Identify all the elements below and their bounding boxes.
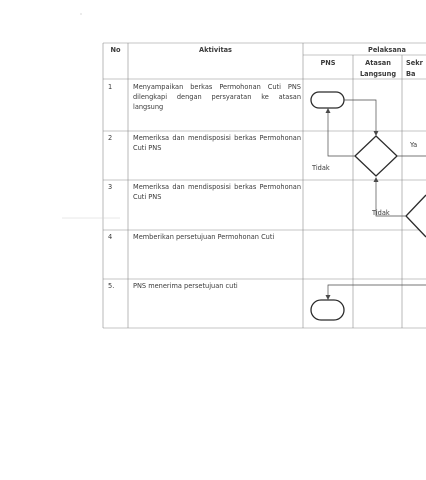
header-atasan-langsung: Atasan Langsung bbox=[359, 59, 397, 78]
row-3-activity: Memeriksa dan mendisposisi berkas Permohonan Cuti PNS bbox=[133, 183, 301, 201]
row-1-activity: Menyampaikan berkas Permohonan Cuti PNS dilengkapi dengan persyaratan ke atasan langsung bbox=[133, 83, 301, 111]
end-terminator-shape bbox=[311, 300, 344, 320]
flow-label-tidak-2: Tidak bbox=[372, 209, 390, 217]
row-1-no: 1 bbox=[108, 83, 113, 91]
row-4-activity: Memberikan persetujuan Permohonan Cuti bbox=[133, 233, 275, 241]
row-5-no: 5. bbox=[108, 282, 115, 290]
row-3-no: 3 bbox=[108, 183, 113, 191]
header-no: No bbox=[110, 46, 121, 54]
row-2-no: 2 bbox=[108, 134, 113, 142]
row-5-activity: PNS menerima persetujuan cuti bbox=[133, 282, 238, 290]
flow-label-tidak-1: Tidak bbox=[312, 164, 330, 172]
row-2-activity: Memeriksa dan mendisposisi berkas Permohonan Cuti PNS bbox=[133, 134, 301, 152]
start-terminator-shape bbox=[311, 92, 344, 108]
header-activity: Aktivitas bbox=[199, 46, 232, 54]
flow-label-ya: Ya bbox=[410, 141, 418, 149]
decision-diamond-atasan bbox=[355, 136, 397, 176]
header-sekr: Sekr Ba bbox=[406, 59, 423, 78]
decision-diamond-sekr bbox=[406, 195, 426, 237]
row-4-no: 4 bbox=[108, 233, 113, 241]
header-pelaksana: Pelaksana bbox=[368, 46, 406, 54]
header-pns: PNS bbox=[320, 59, 336, 67]
